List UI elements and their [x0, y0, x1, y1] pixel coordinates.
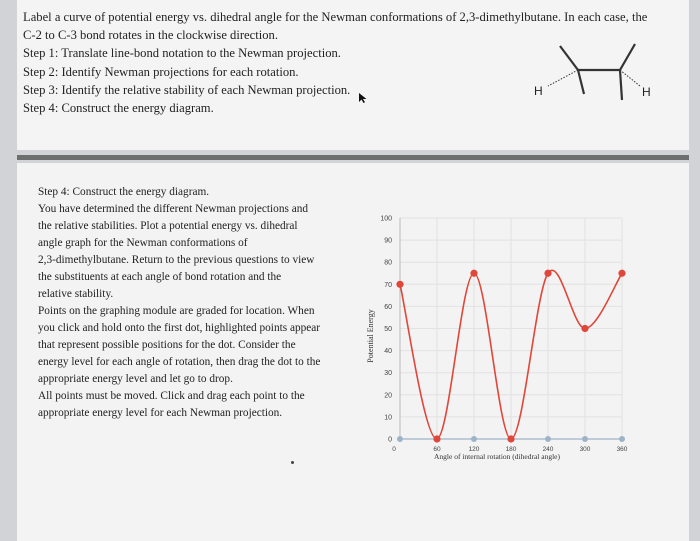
y-tick-label: 30	[384, 370, 392, 378]
y-tick-label: 70	[384, 281, 392, 289]
draggable-point[interactable]	[396, 281, 403, 288]
step-2-text: Step 2: Identify Newman projections for each rotation.	[23, 65, 299, 79]
step-3-text: Step 3: Identify the relative stability of each Newman projection.	[23, 83, 351, 97]
instruction-line: Points on the graphing module are graded for location. When	[38, 305, 315, 317]
x-tick-label: 240	[542, 446, 554, 453]
x-tick-label: 360	[616, 446, 628, 453]
y-tick-label: 10	[384, 414, 392, 422]
ghost-point	[471, 436, 477, 442]
x-tick-label: 60	[433, 446, 441, 453]
draggable-point[interactable]	[470, 270, 477, 277]
right-hydrogen-label: H	[642, 85, 651, 99]
y-tick-label: 100	[380, 215, 392, 223]
instruction-line: 2,3-dimethylbutane. Return to the previous questions to view	[38, 254, 315, 266]
y-tick-label: 60	[384, 303, 392, 311]
instruction-line: appropriate energy level and let go to drop.	[38, 373, 233, 385]
question-line: Label a curve of potential energy vs. dihedral angle for the Newman conformations of 2,3-dimethylbutane. In each case, the	[23, 10, 648, 24]
left-hydrogen-label: H	[534, 84, 543, 98]
draggable-point[interactable]	[581, 325, 588, 332]
y-tick-label: 80	[384, 259, 392, 267]
y-tick-label: 50	[384, 326, 392, 333]
y-tick-label: 20	[384, 392, 392, 400]
energy-diagram-chart[interactable]	[360, 205, 650, 465]
instruction-line: you click and hold onto the first dot, highlighted points appear	[38, 322, 321, 334]
ghost-point	[397, 436, 403, 442]
draggable-point[interactable]	[618, 270, 625, 277]
instruction-line: that represent possible positions for the dot. Consider the	[38, 339, 296, 351]
instruction-line: All points must be moved. Click and drag each point to the	[38, 390, 305, 402]
y-axis-ticks	[380, 216, 392, 444]
x-axis-label: Angle of internal rotation (dihedral angle)	[434, 452, 560, 461]
x-tick-label: 300	[579, 446, 591, 453]
stray-dot	[291, 461, 294, 464]
x-tick-label: 180	[505, 446, 517, 453]
y-tick-label: 90	[384, 237, 392, 245]
mouse-cursor-icon	[358, 92, 368, 104]
instruction-line: relative stability.	[38, 288, 114, 300]
y-tick-label: 0	[388, 436, 392, 444]
draggable-point[interactable]	[507, 435, 514, 442]
x-tick-label: 0	[392, 446, 396, 453]
instruction-line: appropriate energy level for each Newman projection.	[38, 407, 283, 419]
chart-grid	[400, 218, 622, 439]
y-axis-label: Potential Energy	[366, 309, 375, 363]
instruction-heading: Step 4: Construct the energy diagram.	[38, 186, 210, 198]
instruction-line: You have determined the different Newman projections and	[38, 203, 309, 215]
ghost-point	[619, 436, 625, 442]
section-divider	[17, 155, 689, 160]
x-tick-label: 120	[468, 446, 480, 453]
draggable-point[interactable]	[544, 270, 551, 277]
instruction-line: angle graph for the Newman conformations of	[38, 237, 248, 249]
step-1-text: Step 1: Translate line-bond notation to the Newman projection.	[23, 46, 341, 60]
instruction-line: the substituents at each angle of bond rotation and the	[38, 271, 282, 283]
ghost-point	[545, 436, 551, 442]
step-4-text: Step 4: Construct the energy diagram.	[23, 101, 214, 115]
draggable-point[interactable]	[433, 435, 440, 442]
instruction-line: energy level for each angle of rotation, then drag the dot to the	[38, 356, 321, 368]
instruction-line: the relative stabilities. Plot a potential energy vs. dihedral	[38, 220, 298, 232]
y-tick-label: 40	[384, 348, 392, 356]
ghost-point	[582, 436, 588, 442]
question-line: C-2 to C-3 bond rotates in the clockwise direction.	[23, 28, 278, 42]
line-bond-molecule-structure	[530, 40, 670, 120]
